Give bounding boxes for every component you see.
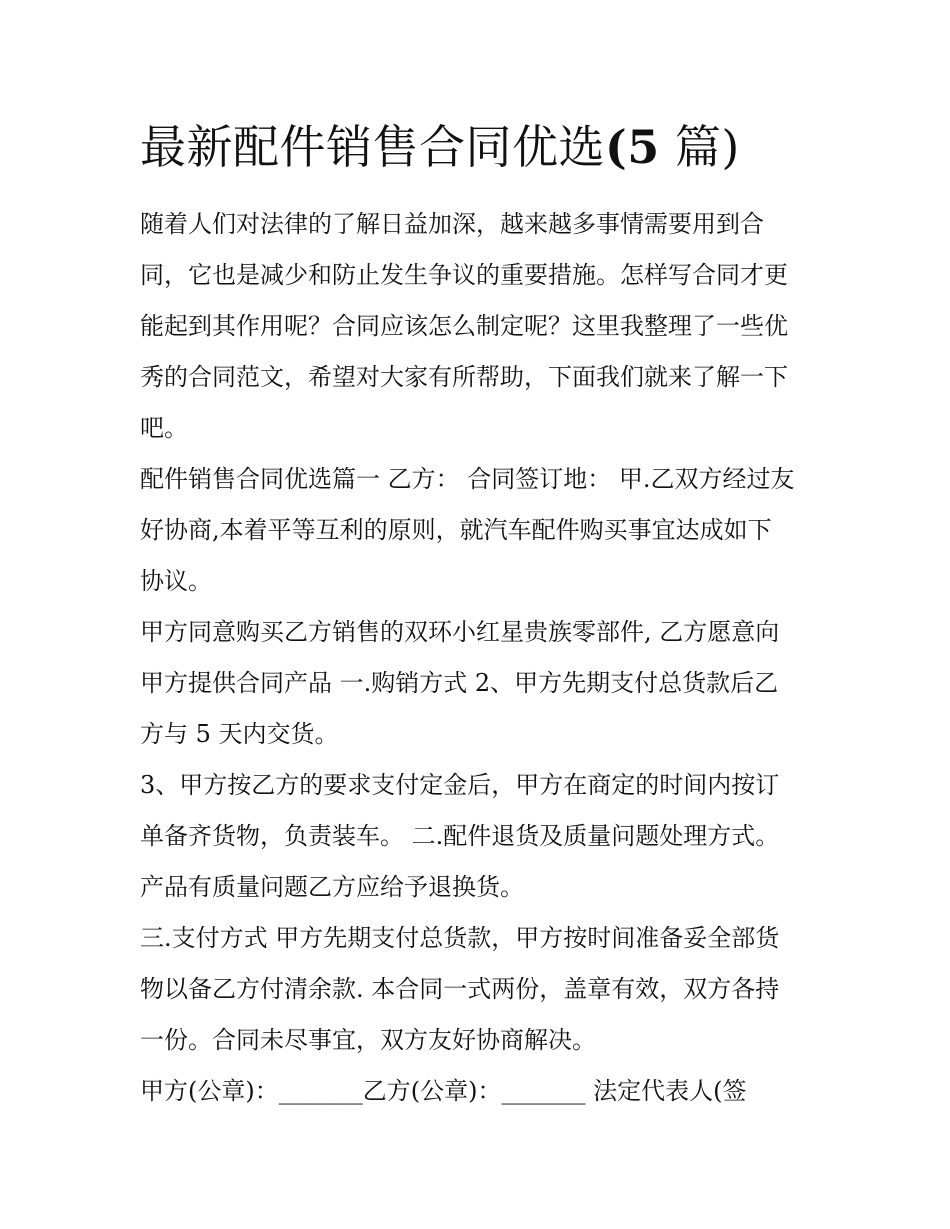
body-line: 3、甲方按乙方的要求支付定金后，甲方在商定的时间内按订: [140, 771, 780, 799]
body-line: 能起到其作用呢？合同应该怎么制定呢？这里我整理了一些优: [140, 312, 788, 340]
body-line: 甲方(公章)：_______乙方(公章)：_______ 法定代表人(签: [140, 1077, 747, 1105]
body-line: 吧。: [140, 414, 188, 442]
body-line: 甲方同意购买乙方销售的双环小红星贵族零部件, 乙方愿意向: [140, 618, 780, 646]
body-line: 物以备乙方付清余款. 本合同一式两份，盖章有效，双方各持: [140, 975, 780, 1003]
body-line: 协议。: [140, 567, 212, 595]
body-line: 一份。合同未尽事宜，双方友好协商解决。: [140, 1026, 596, 1054]
body-line: 甲方提供合同产品 一.购销方式 2、甲方先期支付总货款后乙: [140, 669, 779, 697]
body-line: 方与 5 天内交货。: [140, 720, 339, 748]
body-line: 单备齐货物，负责装车。 二.配件退货及质量问题处理方式。: [140, 822, 780, 850]
document-title: [140, 116, 840, 178]
body-line: 产品有质量问题乙方应给予退换货。: [140, 873, 524, 901]
body-line: 秀的合同范文，希望对大家有所帮助，下面我们就来了解一下: [140, 363, 788, 391]
document-body: [140, 199, 812, 1117]
title-count: (5: [605, 120, 660, 174]
title-prefix: 最新配件销售合同优选: [140, 120, 605, 174]
body-line: 三.支付方式 甲方先期支付总货款，甲方按时间准备妥全部货: [140, 924, 780, 952]
title-suffix: 篇): [659, 120, 740, 174]
body-line: 好协商,本着平等互利的原则，就汽车配件购买事宜达成如下: [140, 516, 772, 544]
body-line: 配件销售合同优选篇一 乙方： 合同签订地： 甲.乙双方经过友: [140, 465, 795, 493]
body-line: 同，它也是减少和防止发生争议的重要措施。怎样写合同才更: [140, 261, 788, 289]
body-line: 随着人们对法律的了解日益加深，越来越多事情需要用到合: [140, 210, 764, 238]
